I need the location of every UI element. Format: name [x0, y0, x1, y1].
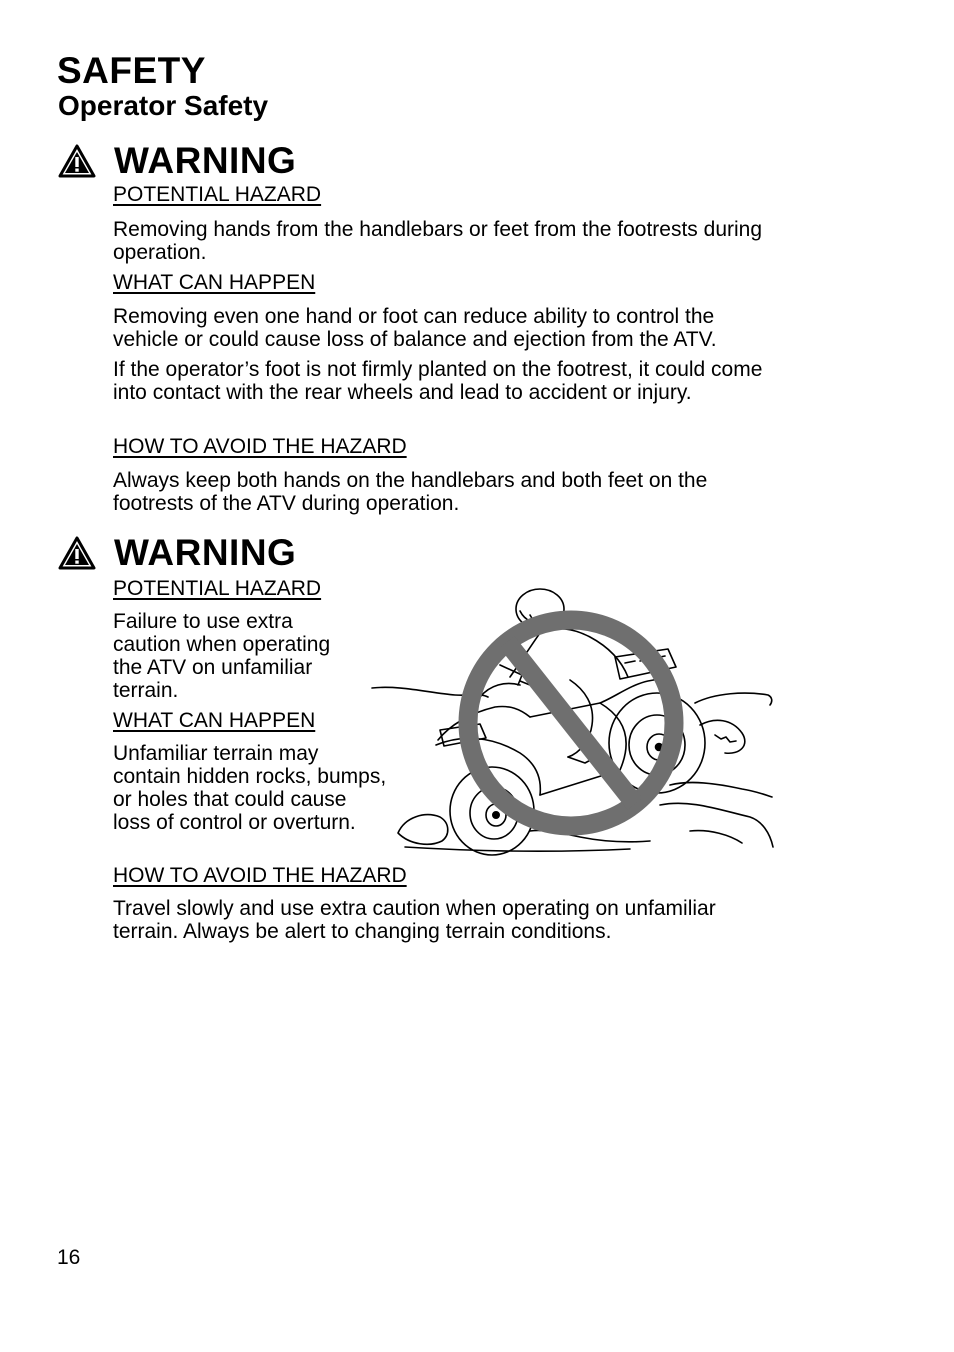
warning-heading-1	[58, 140, 296, 182]
what-can-happen-label: WHAT CAN HAPPEN	[113, 709, 316, 732]
potential-hazard-label: POTENTIAL HAZARD	[113, 577, 322, 600]
how-to-avoid-label: HOW TO AVOID THE HAZARD	[113, 435, 407, 458]
warning-heading-2	[58, 532, 296, 574]
warning-title: WARNING	[114, 140, 297, 181]
warning-triangle-icon	[58, 536, 96, 570]
what-can-happen-text: If the operator’s foot is not firmly planted on the footrest, it could come into contact with the rear wheels and lead to accident or injury.	[113, 358, 763, 404]
potential-hazard-label: POTENTIAL HAZARD	[113, 183, 322, 206]
warning-triangle-icon	[58, 144, 96, 178]
how-to-avoid-text: Travel slowly and use extra caution when operating on unfamiliar terrain. Always be alert to changing terrain conditions.	[113, 897, 716, 943]
section-subtitle: Operator Safety	[58, 90, 269, 121]
what-can-happen-text: Unfamiliar terrain may contain hidden rocks, bumps, or holes that could cause loss of control or overturn.	[113, 742, 387, 834]
how-to-avoid-text: Always keep both hands on the handlebars and both feet on the footrests of the ATV during operation.	[113, 469, 708, 515]
what-can-happen-label: WHAT CAN HAPPEN	[113, 271, 316, 294]
what-can-happen-text: Removing even one hand or foot can reduce ability to control the vehicle or could cause loss of balance and ejection from the ATV.	[113, 305, 717, 351]
how-to-avoid-label: HOW TO AVOID THE HAZARD	[113, 864, 407, 887]
section-title: SAFETY	[57, 50, 206, 91]
page-number: 16	[57, 1246, 81, 1269]
potential-hazard-text: Removing hands from the handlebars or feet from the footrests during operation.	[113, 218, 763, 264]
atv-unfamiliar-terrain-illustration	[370, 585, 775, 863]
potential-hazard-text: Failure to use extra caution when operating the ATV on unfamiliar terrain.	[113, 610, 331, 702]
warning-title: WARNING	[114, 532, 297, 573]
